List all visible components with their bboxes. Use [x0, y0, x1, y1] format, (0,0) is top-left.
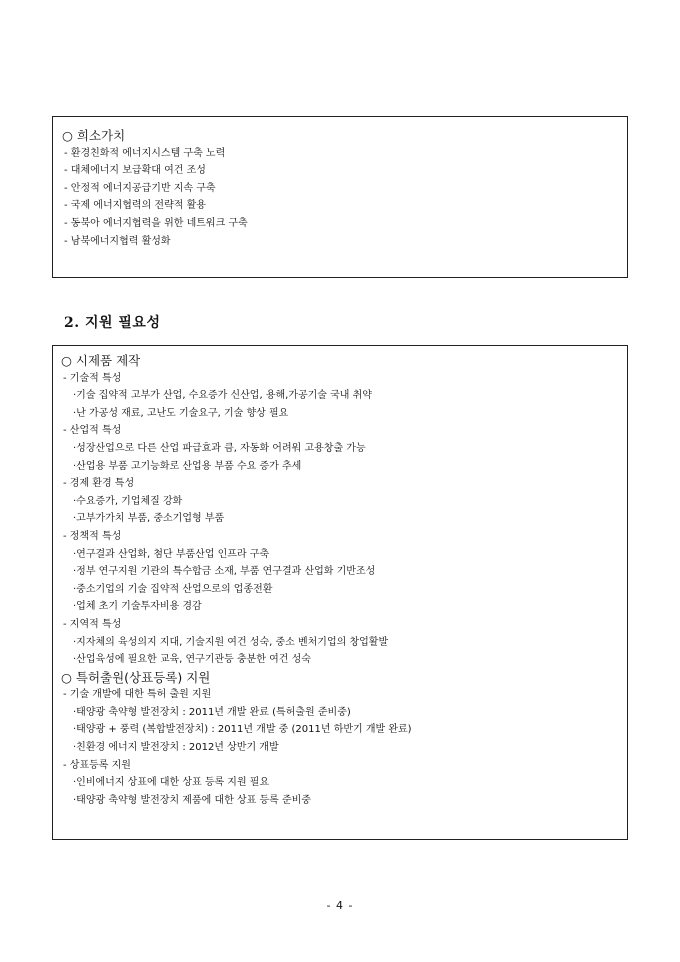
- list-subitem: ·기술 집약적 고부가 산업, 수요증가 신산업, 용해,가공기술 국내 취약: [73, 390, 372, 402]
- list-subitem: ·고부가가치 부품, 중소기업형 부품: [73, 513, 225, 525]
- list-item: - 안정적 에너지공급기반 지속 구축: [64, 182, 216, 194]
- list-item: - 국제 에너지협력의 전략적 활용: [64, 200, 206, 212]
- list-subitem: ·태양광 + 풍력 (복합발전장치) : 2011년 개발 중 (2011년 하반기 개발 완료): [73, 724, 412, 736]
- list-item: - 환경친화적 에너지시스템 구축 노력: [64, 147, 226, 159]
- support-necessity-box: [52, 345, 628, 840]
- rarity-value-box: [52, 116, 628, 278]
- list-item: - 산업적 특성: [63, 425, 122, 437]
- list-subitem: ·난 가공성 재료, 고난도 기술요구, 기술 향상 필요: [73, 407, 289, 419]
- list-item: - 기술 개발에 대한 특허 출원 지원: [63, 689, 212, 701]
- list-subitem: ·수요증가, 기업체질 강화: [73, 495, 183, 507]
- page-number: - 4 -: [326, 899, 354, 912]
- list-subitem: ·산업육성에 필요한 교육, 연구기관등 충분한 여건 성숙: [73, 654, 311, 666]
- list-subitem: ·태양광 축약형 발전장치 제품에 대한 상표 등록 준비중: [73, 794, 311, 806]
- list-item: - 남북에너지협력 활성화: [64, 235, 171, 247]
- list-subitem: ·중소기업의 기술 집약적 산업으로의 업종전환: [73, 583, 273, 595]
- list-subitem: ·정부 연구지원 기관의 특수합금 소재, 부품 연구결과 산업화 기반조성: [73, 566, 376, 578]
- list-item: - 상표등록 지원: [63, 759, 131, 771]
- list-item: - 경제 환경 특성: [63, 478, 135, 490]
- list-subitem: ·친환경 에너지 발전장치 : 2012년 상반기 개발: [73, 742, 279, 754]
- list-item: - 대체에너지 보급확대 여건 조성: [64, 165, 206, 177]
- rarity-value-heading: ○ 희소가치: [62, 128, 126, 143]
- section-item-heading: ○ 시제품 제작: [61, 353, 141, 368]
- list-subitem: ·인비에너지 상표에 대한 상표 등록 지원 필요: [73, 777, 270, 789]
- section-heading: 2. 지원 필요성: [64, 315, 161, 331]
- list-subitem: ·태양광 축약형 발전장치 : 2011년 개발 완료 (특허출원 준비중): [73, 706, 351, 718]
- list-item: - 동북아 에너지협력을 위한 네트워크 구축: [64, 217, 248, 229]
- list-item: - 지역적 특성: [63, 618, 122, 630]
- section-item-heading: ○ 특허출원(상표등록) 지원: [61, 669, 211, 685]
- list-item: - 기술적 특성: [63, 372, 122, 384]
- list-subitem: ·연구결과 산업화, 첨단 부품산업 인프라 구축: [73, 548, 270, 560]
- list-subitem: ·산업용 부품 고기능화로 산업용 부품 수요 증가 추세: [73, 460, 302, 472]
- list-subitem: ·지자체의 육성의지 지대, 기술지원 여건 성숙, 중소 벤처기업의 창업활발: [73, 636, 389, 648]
- list-subitem: ·업체 초기 기술투자비용 경감: [73, 601, 202, 613]
- list-subitem: ·성장산업으로 다른 산업 파급효과 큼, 자동화 어려워 고용창출 가능: [73, 442, 366, 454]
- list-item: - 정책적 특성: [63, 530, 122, 542]
